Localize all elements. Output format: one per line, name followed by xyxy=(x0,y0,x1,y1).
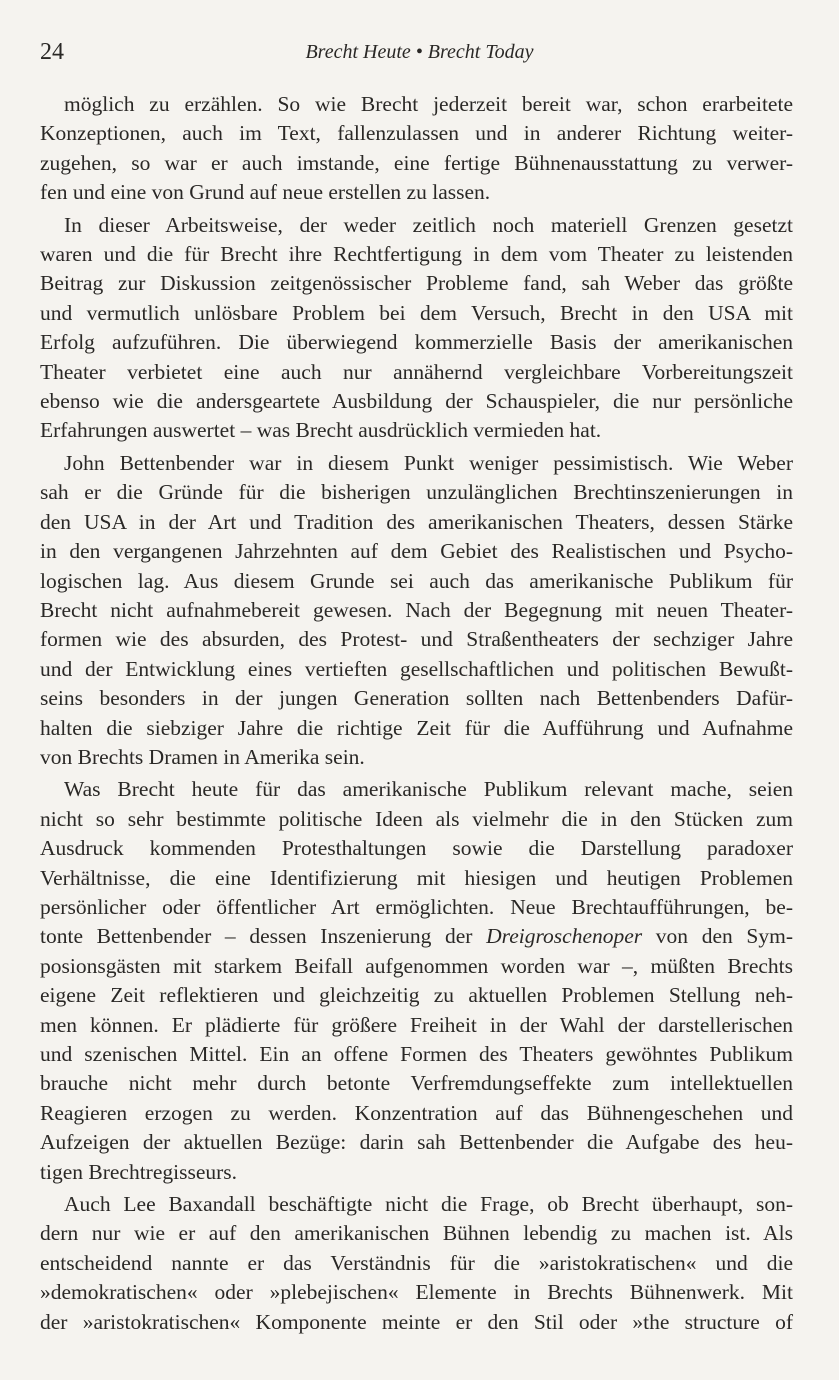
work-title-italic: Dreigroschenoper xyxy=(486,924,643,949)
text-line: formen wie des absurden, des Protest- und Straßentheaters der sechziger Jahre xyxy=(40,627,793,652)
text-line: den USA in der Art und Tradition des amerikanischen Theaters, dessen Stärke xyxy=(40,509,793,534)
text-line: tigen Brechtregisseurs. xyxy=(40,1159,238,1184)
text-line: halten die siebziger Jahre die richtige Zeit für die Aufführung und Aufnahme xyxy=(40,715,793,740)
text-line: Theater verbietet eine auch nur annähernd vergleichbare Vorbereitungszeit xyxy=(40,359,793,384)
text-line: und vermutlich unlösbare Problem bei dem Versuch, Brecht in den USA mit xyxy=(40,300,793,325)
text-line: zugehen, so war er auch imstande, eine fertige Bühnenausstattung zu verwer- xyxy=(40,150,793,175)
text-line: Verhältnisse, die eine Identifizierung mit hiesigen und heutigen Problemen xyxy=(40,865,793,890)
text-line: Erfolg aufzuführen. Die überwiegend kommerzielle Basis der amerikanischen xyxy=(40,330,793,355)
text-line: der »aristokratischen« Komponente meinte er den Stil oder »the structure of xyxy=(40,1309,793,1334)
text-line: men können. Er plädierte für größere Freiheit in der Wahl der darstellerischen xyxy=(40,1012,793,1037)
paragraph xyxy=(40,1190,793,1337)
text-line: Erfahrungen auswertet – was Brecht ausdrücklich vermieden hat. xyxy=(40,418,602,443)
text-line: persönlicher oder öffentlicher Art ermöglichten. Neue Brechtaufführungen, be- xyxy=(40,894,793,919)
paragraph xyxy=(40,449,793,772)
paragraph xyxy=(40,775,793,1187)
text-line: Konzeptionen, auch im Text, fallenzulassen und in anderer Richtung weiter- xyxy=(40,121,793,146)
text-line: John Bettenbender war in diesem Punkt weniger pessimistisch. Wie Weber xyxy=(64,450,793,475)
text-segment: von den Sym- xyxy=(642,924,794,949)
text-line: Was Brecht heute für das amerikanische Publikum relevant mache, seien xyxy=(64,777,793,802)
text-line: Reagieren erzogen zu werden. Konzentration auf das Bühnengeschehen und xyxy=(40,1100,793,1125)
text-segment: tonte Bettenbender – dessen Inszenierung der xyxy=(40,924,487,949)
text-line: Brecht nicht aufnahmebereit gewesen. Nach der Begegnung mit neuen Theater- xyxy=(40,597,793,622)
text-line: brauche nicht mehr durch betonte Verfremdungseffekte zum intellektuellen xyxy=(40,1071,793,1096)
text-line: posionsgästen mit starkem Beifall aufgenommen worden war –, müßten Brechts xyxy=(40,953,793,978)
text-line: eigene Zeit reflektieren und gleichzeitig zu aktuellen Problemen Stellung neh- xyxy=(40,983,793,1008)
text-line: und szenischen Mittel. Ein an offene Formen des Theaters gewöhntes Publikum xyxy=(40,1042,793,1066)
text-line xyxy=(40,922,793,951)
text-line: seins besonders in der jungen Generation sollten nach Bettenbenders Dafür- xyxy=(40,686,793,711)
text-line: In dieser Arbeitsweise, der weder zeitlich noch materiell Grenzen gesetzt xyxy=(64,212,793,237)
body-text xyxy=(40,90,793,1337)
text-line: Aufzeigen der aktuellen Bezüge: darin sah Bettenbender die Aufgabe des heu- xyxy=(40,1130,793,1155)
text-line: von Brechts Dramen in Amerika sein. xyxy=(40,744,365,769)
text-line: und der Entwicklung eines vertieften gesellschaftlichen und politischen Bewußt- xyxy=(40,656,793,681)
text-line: logischen lag. Aus diesem Grunde sei auch das amerikanische Publikum für xyxy=(40,568,793,593)
text-line: Ausdruck kommenden Protesthaltungen sowie die Darstellung paradoxer xyxy=(40,836,793,861)
paragraph xyxy=(40,211,793,446)
text-line: sah er die Gründe für die bisherigen unzulänglichen Brechtinszenierungen in xyxy=(40,480,793,505)
text-line: »demokratischen« oder »plebejischen« Elemente in Brechts Bühnenwerk. Mit xyxy=(40,1280,793,1305)
paragraph xyxy=(40,90,793,208)
page-number: 24 xyxy=(40,39,64,65)
text-line: möglich zu erzählen. So wie Brecht jederzeit bereit war, schon erarbeitete xyxy=(64,92,793,116)
text-line: Beitrag zur Diskussion zeitgenössischer Probleme fand, sah Weber das größte xyxy=(40,271,793,296)
text-line: waren und die für Brecht ihre Rechtfertigung in dem vom Theater zu leistenden xyxy=(40,242,793,267)
text-line: ebenso wie die andersgeartete Ausbildung der Schauspieler, die nur persönliche xyxy=(40,389,793,414)
text-line: in den vergangenen Jahrzehnten auf dem Gebiet des Realistischen und Psycho- xyxy=(40,539,793,564)
text-line: entscheidend nannte er das Verständnis für die »aristokratischen« und die xyxy=(40,1250,793,1275)
running-title: Brecht Heute • Brecht Today xyxy=(305,41,534,63)
text-line: fen und eine von Grund auf neue erstellen zu lassen. xyxy=(40,180,491,205)
text-line: nicht so sehr bestimmte politische Ideen als vielmehr die in den Stücken zum xyxy=(40,806,793,831)
text-line: dern nur wie er auf den amerikanischen Bühnen lebendig zu machen ist. Als xyxy=(40,1221,793,1246)
text-line: Auch Lee Baxandall beschäftigte nicht die Frage, ob Brecht überhaupt, son- xyxy=(64,1192,793,1217)
